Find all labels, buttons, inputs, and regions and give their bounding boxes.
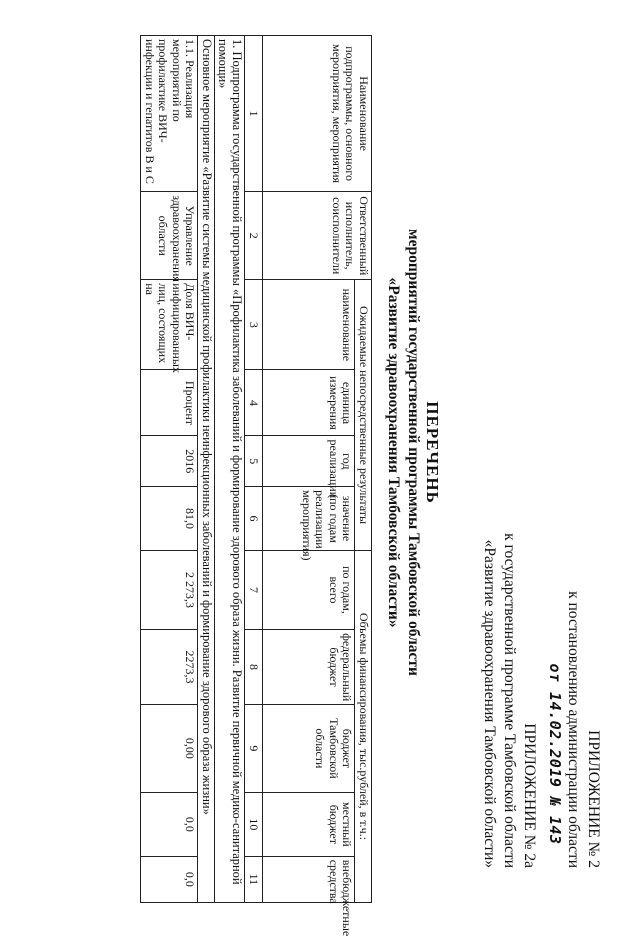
header-year: год реализации xyxy=(263,436,355,487)
header-name: Наименование подпрограммы, основного мероприятия, мероприятия xyxy=(263,36,372,192)
header-financing: Объемы финансирования, тыс.рублей, в т.ч.: xyxy=(355,550,372,902)
appendix-number: ПРИЛОЖЕНИЕ № 2а xyxy=(521,723,538,868)
header-value: значение (по годам реализации мероприятия) xyxy=(263,487,355,551)
header-extrabudget: внебюджетные средства xyxy=(263,856,355,902)
measure-executor: Управление здравоохранения области xyxy=(141,192,198,280)
finance-local: 0,0 xyxy=(141,792,198,856)
col-number: 8 xyxy=(245,630,264,705)
program-reference-line2: «Развитие здравоохранения Тамбовской области» xyxy=(481,539,498,868)
subprogram-title: 1. Подпрограмма государственной программы «Профилактика заболеваний и формирование здорового образа жизни. Развитие первичной медико-санитарной помощи» xyxy=(215,36,245,903)
col-number: 10 xyxy=(245,792,264,856)
measure-name: 1.1. Реализация мероприятий по профилактике ВИЧ-инфекции и гепатитов B и C xyxy=(141,36,198,192)
header-regional: бюджет Тамбовской области xyxy=(263,704,355,792)
col-number: 2 xyxy=(245,192,264,280)
result-value: 81,0 xyxy=(141,487,198,551)
document-subtitle-line2: «Развитие здравоохранения Тамбовской области» xyxy=(385,277,402,628)
header-total: по годам, всего xyxy=(263,550,355,629)
handwritten-date-number: от 14.02.2019 № 143 xyxy=(546,663,564,845)
column-number-row xyxy=(245,36,264,903)
header-local: местный бюджет xyxy=(263,792,355,856)
result-name: Доля ВИЧ-инфицированных лиц, состоящих на xyxy=(141,280,198,370)
col-number: 6 xyxy=(245,487,264,551)
header-expected-results: Ожидаемые непосредственные результаты xyxy=(355,280,372,551)
col-number: 3 xyxy=(245,280,264,370)
header-row-1 xyxy=(355,36,372,903)
finance-extrabudget: 0,0 xyxy=(141,856,198,902)
main-measure-row xyxy=(198,36,215,903)
header-executor: Ответственный исполнитель, соисполнители xyxy=(263,192,372,280)
col-number: 9 xyxy=(245,704,264,792)
result-unit: Процент xyxy=(141,370,198,436)
finance-total: 2 273,3 xyxy=(141,550,198,629)
header-result-name: наименование xyxy=(263,280,355,370)
measures-table xyxy=(141,35,373,936)
col-number: 4 xyxy=(245,370,264,436)
document-title: ПЕРЕЧЕНЬ xyxy=(423,401,442,504)
col-number: 1 xyxy=(245,36,264,192)
finance-regional: 0,00 xyxy=(141,704,198,792)
header-federal: федеральный бюджет xyxy=(263,630,355,705)
document-subtitle-line1: мероприятий государственной программы Тамбовской области xyxy=(405,229,422,676)
col-number: 7 xyxy=(245,550,264,629)
stamp-decree-reference: к постановлению администрации области xyxy=(565,591,582,868)
result-year: 2016 xyxy=(141,436,198,487)
header-unit: единица измерения xyxy=(263,370,355,436)
col-number: 5 xyxy=(245,436,264,487)
table-row xyxy=(141,36,198,903)
subprogram-row xyxy=(215,36,245,903)
finance-federal: 2273,3 xyxy=(141,630,198,705)
program-reference-line1: к государственной программе Тамбовской области xyxy=(501,533,518,868)
main-measure-title: Основное мероприятие «Развитие системы медицинской профилактики неинфекционных заболеваний и формирование здорового образа жизни» xyxy=(198,36,215,903)
col-number: 11 xyxy=(245,856,264,902)
stamp-appendix-number: ПРИЛОЖЕНИЕ № 2 xyxy=(585,730,602,868)
